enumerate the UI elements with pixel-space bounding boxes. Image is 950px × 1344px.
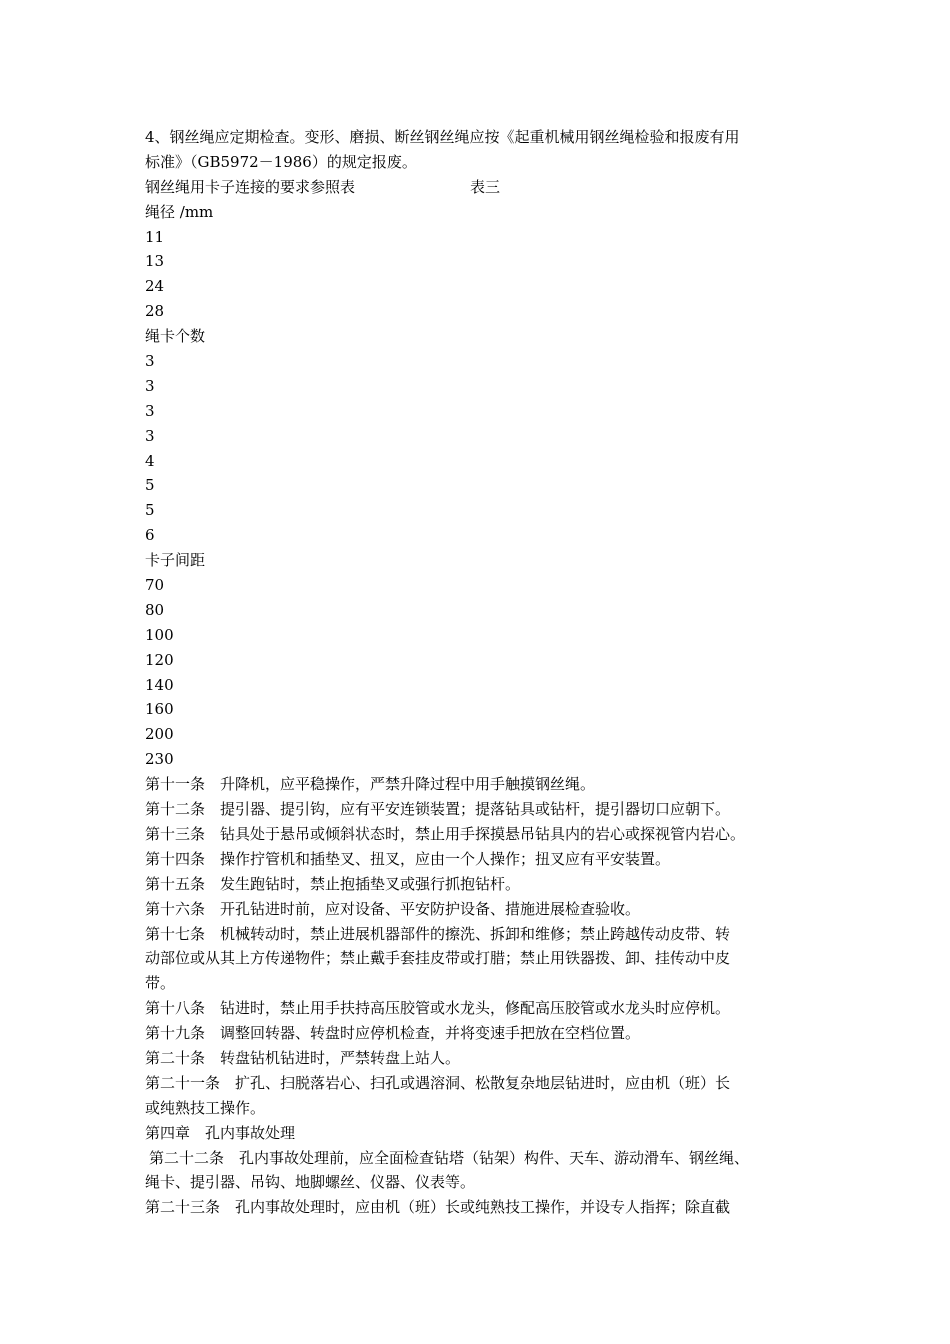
document-page <box>145 125 815 1220</box>
table-cell: 3 <box>145 426 155 445</box>
article-16: 第十六条 开孔钻进时前，应对设备、平安防护设备、措施进展检查验收。 <box>145 899 641 918</box>
table-cell: 100 <box>145 625 174 644</box>
article-15: 第十五条 发生跑钻时，禁止抱插垫叉或强行抓抱钻杆。 <box>145 874 521 893</box>
table-cell: 4 <box>145 451 155 470</box>
table-cell: 3 <box>145 352 155 371</box>
col2-header: 绳卡个数 <box>145 327 206 346</box>
article-11: 第十一条 升降机，应平稳操作，严禁升降过程中用手触摸钢丝绳。 <box>145 775 596 794</box>
article-21-line-2: 或纯熟技工操作。 <box>145 1098 266 1117</box>
table-cell: 160 <box>145 700 174 719</box>
article-14: 第十四条 操作拧管机和插垫叉、扭叉，应由一个人操作；扭叉应有平安装置。 <box>145 849 671 868</box>
table-cell: 80 <box>145 600 165 619</box>
table-cell: 6 <box>145 526 155 545</box>
table-cell: 120 <box>145 650 174 669</box>
table-cell: 3 <box>145 401 155 420</box>
table-cell: 28 <box>145 302 165 321</box>
article-17-line-3: 带。 <box>145 974 176 993</box>
article-18: 第十八条 钻进时，禁止用手扶持高压胶管或水龙头，修配高压胶管或水龙头时应停机。 <box>145 999 731 1018</box>
article-17-line-1: 第十七条 机械转动时，禁止进展机器部件的擦洗、拆卸和维修；禁止跨越传动皮带、转 <box>145 924 731 943</box>
table-cell: 140 <box>145 675 174 694</box>
table-title-row <box>145 175 815 200</box>
table-cell: 11 <box>145 227 165 246</box>
article-20: 第二十条 转盘钻机钻进时，严禁转盘上站人。 <box>145 1048 461 1067</box>
table-title: 钢丝绳用卡子连接的要求参照表 <box>145 177 356 196</box>
article-21-line-1: 第二十一条 扩孔、扫脱落岩心、扫孔或遇溶洞、松散复杂地层钻进时，应由机（班）长 <box>145 1073 731 1092</box>
col3-header: 卡子间距 <box>145 551 206 570</box>
article-22-line-2: 绳卡、提引器、吊钩、地脚螺丝、仪器、仪表等。 <box>145 1173 476 1192</box>
article-17-line-2: 动部位或从其上方传递物件；禁止戴手套挂皮带或打腊；禁止用铁器拨、卸、挂传动中皮 <box>145 949 731 968</box>
article-13: 第十三条 钻具处于悬吊或倾斜状态时，禁止用手探摸悬吊钻具内的岩心或探视管内岩心。 <box>145 824 746 843</box>
table-cell: 3 <box>145 376 155 395</box>
article-22-line-1: 第二十二条 孔内事故处理前，应全面检查钻塔（钻架）构件、天车、游动滑车、钢丝绳、 <box>149 1148 750 1167</box>
table-cell: 70 <box>145 576 165 595</box>
table-label: 表三 <box>470 177 501 196</box>
table-cell: 5 <box>145 476 155 495</box>
table-cell: 13 <box>145 252 165 271</box>
article-23-line-1: 第二十三条 孔内事故处理时，应由机（班）长或纯熟技工操作，并设专人指挥；除直截 <box>145 1198 731 1217</box>
intro-line-1: 4、钢丝绳应定期检查。变形、磨损、断丝钢丝绳应按《起重机械用钢丝绳检验和报废有用 <box>145 128 740 146</box>
table-cell: 24 <box>145 277 165 296</box>
intro-line-2: 标准》（GB5972－1986）的规定报废。 <box>145 152 417 171</box>
article-12: 第十二条 提引器、提引钩，应有平安连锁装置；提落钻具或钻杆，提引器切口应朝下。 <box>145 800 731 819</box>
table-cell: 200 <box>145 725 174 744</box>
col1-header: 绳径 /mm <box>145 202 214 221</box>
article-19: 第十九条 调整回转器、转盘时应停机检查，并将变速手把放在空档位置。 <box>145 1024 641 1043</box>
table-cell: 230 <box>145 750 174 769</box>
table-cell: 5 <box>145 501 155 520</box>
chapter-heading: 第四章 孔内事故处理 <box>145 1123 296 1142</box>
